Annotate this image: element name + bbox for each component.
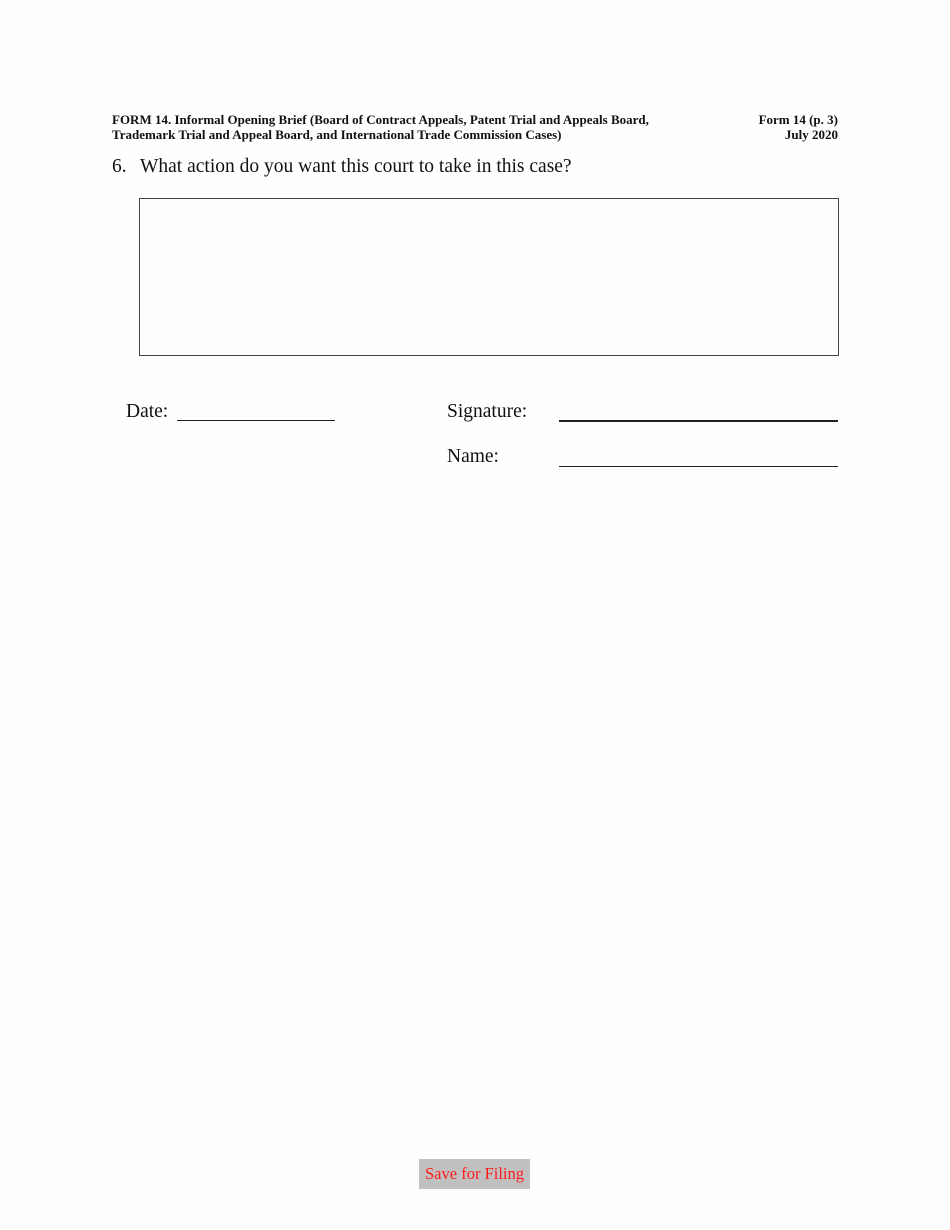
action-requested-textarea[interactable] [139,198,839,356]
form-page-number: Form 14 (p. 3) [758,112,838,127]
question-text: What action do you want this court to take in this case? [140,156,572,177]
form-date-version: July 2020 [784,127,838,142]
question-number: 6. [112,156,127,177]
signature-field[interactable] [559,420,838,422]
form-header-line-1: FORM 14. Informal Opening Brief (Board of Contract Appeals, Patent Trial and Appeals Board, [112,112,649,127]
form-header-line-2: Trademark Trial and Appeal Board, and International Trade Commission Cases) [112,127,562,142]
form-header-meta [700,112,838,142]
signature-label: Signature: [447,401,528,422]
save-for-filing-button[interactable]: Save for Filing [419,1159,530,1189]
form-header-title [112,112,752,142]
date-label: Date: [126,401,169,422]
date-field[interactable] [177,420,335,421]
name-field[interactable] [559,466,838,467]
name-label: Name: [447,446,499,467]
question-6 [112,156,572,178]
